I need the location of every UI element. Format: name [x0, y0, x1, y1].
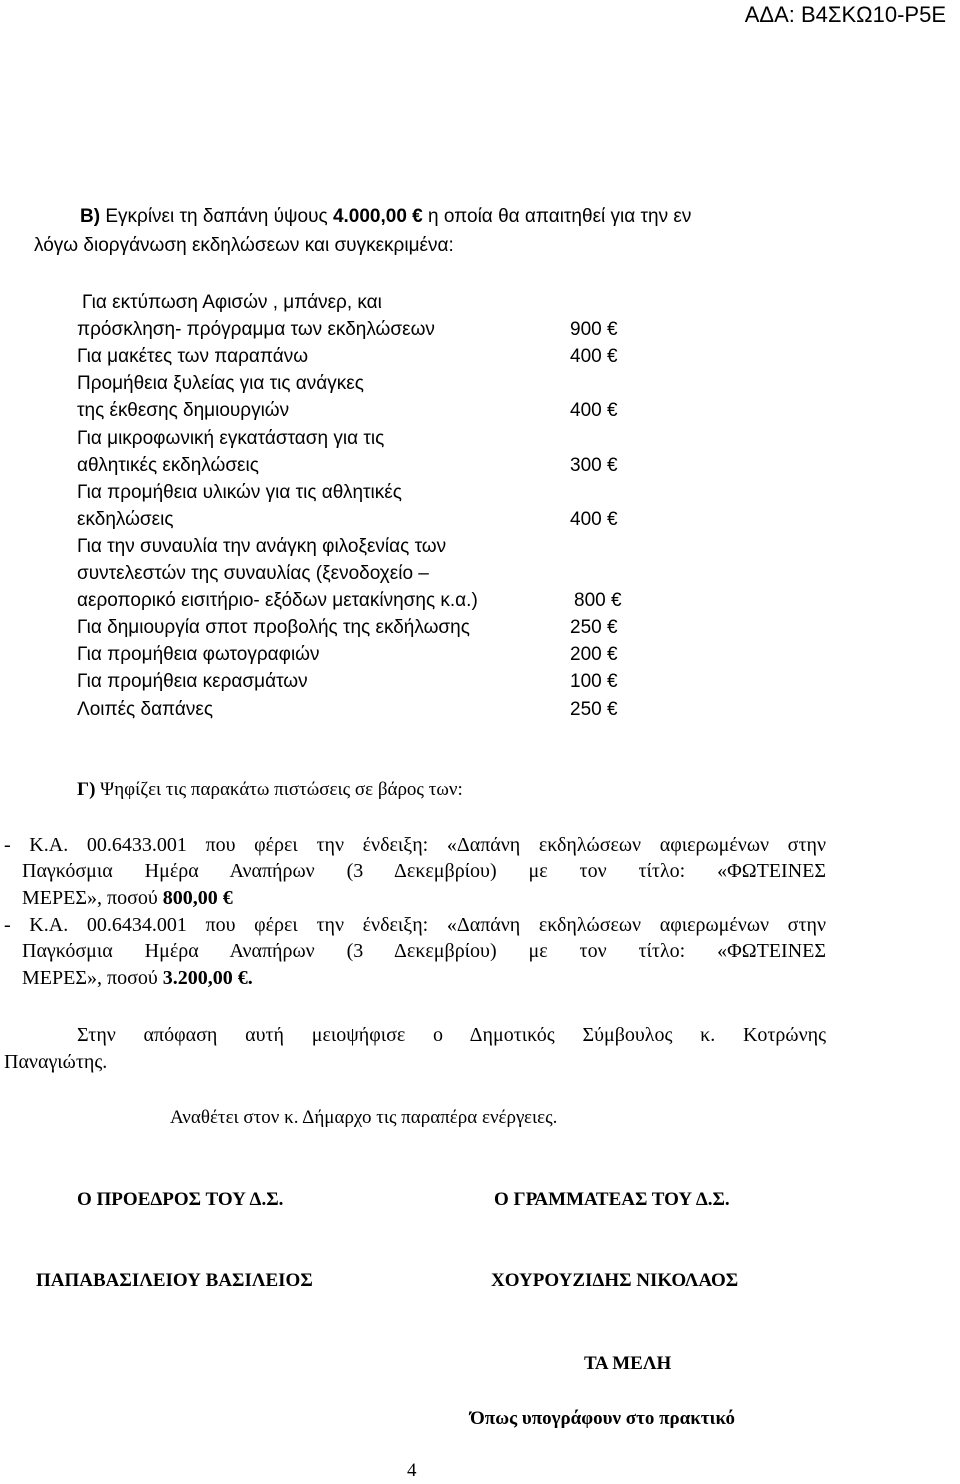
page-number: 4: [407, 1460, 417, 1481]
president-name: ΠΑΠΑΒΑΣΙΛΕΙΟΥ ΒΑΣΙΛΕΙΟΣ: [36, 1270, 313, 1291]
expense-amount: 900 €: [570, 319, 618, 340]
section-b-line-2: λόγω διοργάνωση εκδηλώσεων και συγκεκριμένα:: [34, 235, 454, 256]
expense-amount: 100 €: [570, 671, 618, 692]
assignment: Αναθέτει στον κ. Δήμαρχο τις παραπέρα ενέργειες.: [170, 1107, 558, 1128]
section-b-text-end: η οποία θα απαιτηθεί για την εν: [422, 206, 692, 227]
secretary-title: Ο ΓΡΑΜΜΑΤΕΑΣ ΤΟΥ Δ.Σ.: [494, 1189, 730, 1210]
expense-text-line: Για την συναυλία την ανάγκη φιλοξενίας των: [77, 536, 447, 557]
section-b-line-1: [80, 203, 691, 230]
credit-1-amount: 800,00 €: [162, 887, 233, 909]
expense-text-line: αθλητικές εκδηλώσεις: [77, 455, 259, 476]
expense-text-line: αεροπορικό εισιτήριο- εξόδων μετακίνησης κ.α.): [77, 590, 478, 611]
section-c-heading: [77, 776, 463, 803]
credit-2-line-3: [22, 965, 253, 992]
expense-amount: 400 €: [570, 346, 618, 367]
members-title: ΤΑ ΜΕΛΗ: [584, 1353, 672, 1374]
secretary-name: ΧΟΥΡΟΥΖΙΔΗΣ ΝΙΚΟΛΑΟΣ: [491, 1270, 739, 1291]
section-b-label: Β): [80, 206, 101, 227]
expense-amount: 800 €: [574, 590, 622, 611]
expense-text-line: συντελεστών της συναυλίας (ξενοδοχείο –: [77, 563, 429, 584]
credit-1-line-3: [22, 885, 233, 912]
ada-code: ΑΔΑ: Β4ΣΚΩ10-Ρ5Ε: [744, 2, 946, 27]
expense-text-line: Για μικροφωνική εγκατάσταση για τις: [77, 428, 385, 449]
expense-text-line: Για προμήθεια φωτογραφιών: [77, 644, 320, 665]
expense-text-line: Για δημιουργία σποτ προβολής της εκδήλωσης: [77, 617, 470, 638]
section-c-text: Ψηφίζει τις παρακάτω πιστώσεις σε βάρος των:: [95, 779, 463, 800]
expense-text-line: Προμήθεια ξυλείας για τις ανάγκες: [77, 373, 364, 394]
expense-text-line: της έκθεσης δημιουργιών: [77, 400, 290, 421]
expense-amount: 250 €: [570, 699, 618, 720]
expense-text-line: εκδηλώσεις: [77, 509, 174, 530]
expense-amount: 250 €: [570, 617, 618, 638]
credit-2-amount-label: ΜΕΡΕΣ», ποσού: [22, 967, 163, 989]
credit-1-line-1: - Κ.Α. 00.6433.001 που φέρει την ένδειξη: «Δαπάνη εκδηλώσεων αφιερωμένων στην: [4, 834, 826, 856]
members-note: Όπως υπογράφουν στο πρακτικό: [470, 1408, 735, 1429]
expense-text-line: Για προμήθεια υλικών για τις αθλητικές: [77, 482, 402, 503]
expense-amount: 400 €: [570, 509, 618, 530]
section-b-text-start: Εγκρίνει τη δαπάνη ύψους: [105, 206, 333, 227]
credit-2-amount: 3.200,00 €.: [162, 967, 253, 989]
dissent-line-1: Στην απόφαση αυτή μειοψήφισε ο Δημοτικός Σύμβουλος κ. Κοτρώνης: [77, 1024, 826, 1046]
section-c-label: Γ): [77, 779, 96, 800]
expense-text-line: Για μακέτες των παραπάνω: [77, 346, 309, 367]
expense-amount: 200 €: [570, 644, 618, 665]
expense-text-line: πρόσκληση- πρόγραμμα των εκδηλώσεων: [77, 319, 435, 340]
credit-2-line-2: Παγκόσμια Ημέρα Αναπήρων (3 Δεκεμβρίου) με τον τίτλο: «ΦΩΤΕΙΝΕΣ: [22, 940, 826, 962]
dissent-line-2: Παναγιώτης.: [4, 1051, 108, 1073]
expense-amount: 300 €: [570, 455, 618, 476]
credit-1-line-2: Παγκόσμια Ημέρα Αναπήρων (3 Δεκεμβρίου) με τον τίτλο: «ΦΩΤΕΙΝΕΣ: [22, 860, 826, 882]
expense-text-line: Λοιπές δαπάνες: [77, 699, 214, 720]
expense-text-line: Για προμήθεια κερασμάτων: [77, 671, 308, 692]
section-b-total: 4.000,00 €: [332, 206, 423, 227]
president-title: Ο ΠΡΟΕΔΡΟΣ ΤΟΥ Δ.Σ.: [77, 1189, 284, 1210]
expense-amount: 400 €: [570, 400, 618, 421]
credit-1-amount-label: ΜΕΡΕΣ», ποσού: [22, 887, 163, 909]
credit-2-line-1: - Κ.Α. 00.6434.001 που φέρει την ένδειξη: «Δαπάνη εκδηλώσεων αφιερωμένων στην: [4, 914, 826, 936]
expense-text-line: Για εκτύπωση Αφισών , μπάνερ, και: [82, 292, 382, 313]
